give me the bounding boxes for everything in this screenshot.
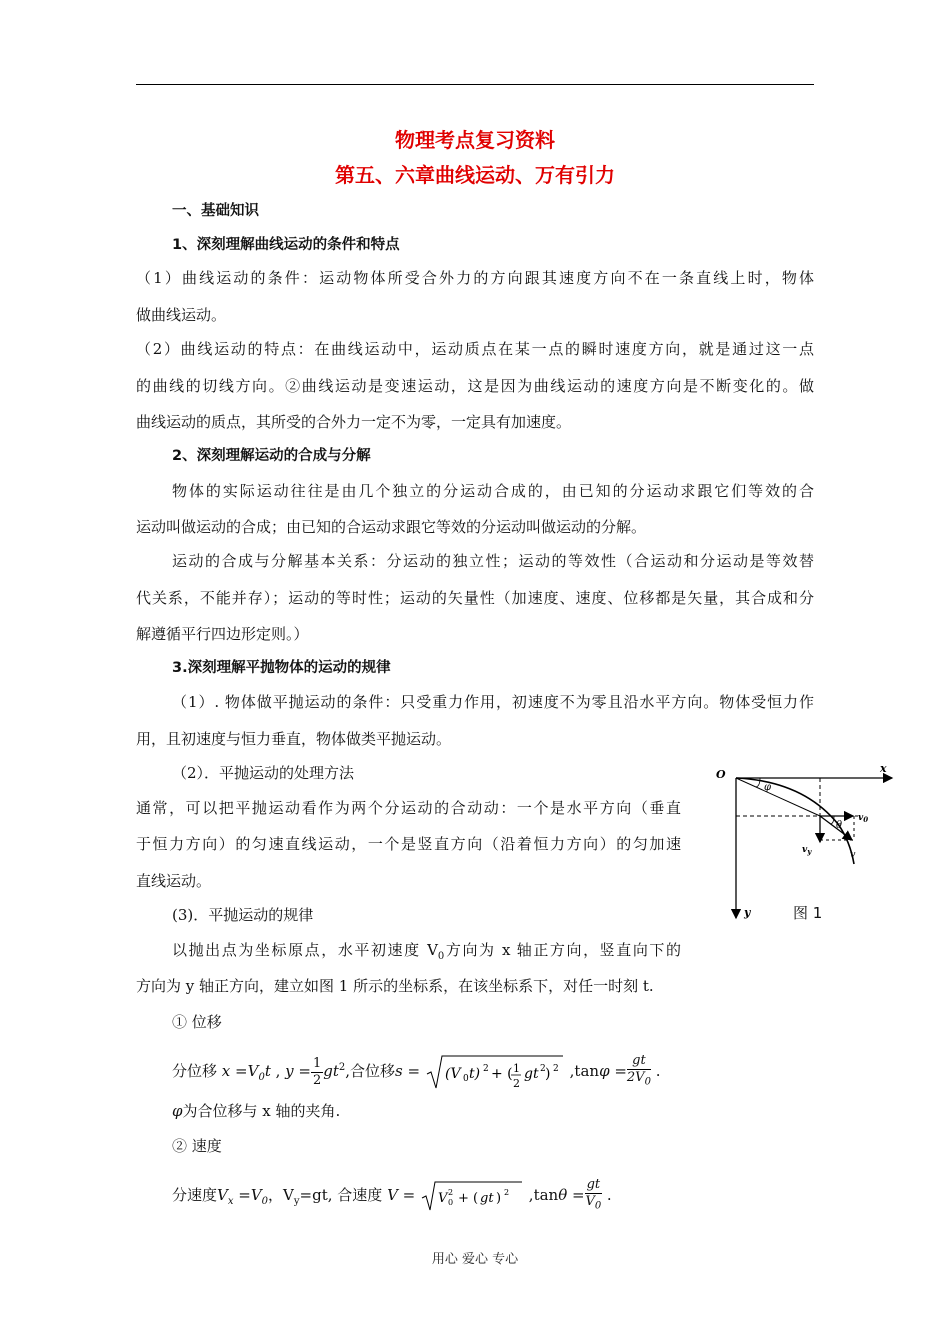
phi-label: φ [764,782,772,793]
svg-text:(V: (V [444,1066,461,1082]
phi-note: φ为合位移与 x 轴的夹角. [172,1102,341,1120]
svg-text:1: 1 [512,1062,520,1075]
para-4-line-1: 运动的合成与分解基本关系：分运动的独立性；运动的等效性（合运动和分运动是等效替 [172,552,814,570]
formula-y: y = [285,1062,311,1080]
svg-text:0: 0 [448,1198,454,1207]
section-heading: 一、基础知识 [172,203,259,219]
svg-text:2: 2 [448,1188,454,1197]
svg-text:): ) [544,1066,551,1082]
velocity-title: ② 速度 [172,1137,222,1155]
heading-2: 2、深刻理解运动的合成与分解 [172,448,371,464]
svg-text:2: 2 [512,1077,520,1090]
y-axis-label: y [744,906,751,919]
heading-1: 1、深刻理解曲线运动的条件和特点 [172,237,400,253]
v-label: v [850,850,856,860]
heading-3: 3.深刻理解平抛物体的运动的规律 [172,660,391,676]
para-6: （2）．平抛运动的处理方法 [172,764,355,782]
frac-gt-v0: $\frac{gt}{V_0}$ [585,1177,602,1212]
para-2-line-2: 的曲线的切线方向。②曲线运动是变速运动，这是因为曲线运动的速度方向是不断变化的。做 [136,377,814,395]
sqrt-velocity [420,1178,524,1214]
formula-v: V = [387,1186,416,1204]
svg-text:2: 2 [504,1188,510,1197]
svg-text:2: 2 [539,1064,546,1074]
origin-label: O [716,768,726,781]
para-1-line-1: （1）曲线运动的条件：运动物体所受合外力的方向跟其速度方向不在一条直线上时，物体 [136,269,814,287]
theta-label: θ [836,820,843,831]
para-9-line-1: 以抛出点为坐标原点，水平初速度 $V_0$方向为 x 轴正方向，竖直向下的 [172,941,681,962]
formula-x: $x =V_0t$ [221,1062,271,1083]
x-axis-label: x [880,762,887,775]
para-7-line-3: 直线运动。 [136,872,212,890]
frac-gt-2v0: $\frac{gt}{2V_0}$ [626,1053,651,1088]
svg-text:+ (: + ( [490,1066,513,1082]
sqrt-expression [425,1052,565,1092]
svg-text:2: 2 [482,1064,489,1074]
para-5-line-1: （1）. 物体做平抛运动的条件：只受重力作用，初速度不为零且沿水平方向。物体受恒力作 [172,693,814,711]
formula-s: s = [395,1062,421,1080]
para-1-line-2: 做曲线运动。 [136,306,227,324]
displacement-formula: 分位移 $x =V_0t$ , y = $\frac{1}{2}$ $gt^2$,合位移s = (V 0 t) 2 + ( 1 2 gt 2 ) 2 ,tanφ = $\frac{gt}{2V_0}$ . [172,1053,661,1090]
page-footer: 用心 爱心 专心 [431,1252,519,1267]
para-4-line-2: 代关系，不能并存）；运动的等时性；运动的矢量性（加速度、速度、位移都是矢量，其合成和分 [136,589,814,607]
frac-half: $\frac{1}{2}$ [312,1055,322,1088]
formula-tan-phi: tan [574,1062,600,1080]
para-5-line-2: 用，且初速度与恒力垂直，物体做类平抛运动。 [136,730,452,748]
para-3-line-2: 运动叫做运动的合成；由已知的合运动求跟它等效的分运动叫做运动的分解。 [136,518,647,536]
para-2-line-3: 曲线运动的质点，其所受的合外力一定不为零，一定具有加速度。 [136,413,572,431]
svg-text:2: 2 [552,1064,559,1074]
para-2-line-1: （2）曲线运动的特点：在曲线运动中，运动质点在某一点的瞬时速度方向，就是通过这一点 [136,340,814,358]
para-3-line-1: 物体的实际运动往往是由几个独立的分运动合成的，由已知的分运动求跟它们等效的合 [172,482,814,500]
doc-title: 物理考点复习资料 [395,128,555,152]
velocity-formula: 分速度$V_x =V_0$，$V_y=gt$, 合速度 V = V 2 0 + ( gt ) 2 ,tanθ = $\frac{gt}{V_0}$ . [172,1172,612,1218]
svg-text:): ) [496,1191,502,1206]
svg-text:+ (: + ( [458,1191,479,1206]
figure-caption: 图 1 [793,904,823,922]
para-9-line-2: 方向为 y 轴正方向，建立如图 1 所示的坐标系，在该坐标系下，对任一时刻 t. [136,977,654,995]
svg-text:V: V [438,1191,448,1206]
displacement-title: ① 位移 [172,1013,222,1031]
para-7-line-2: 于恒力方向）的匀速直线运动，一个是竖直方向（沿着恒力方向）的匀加速 [136,835,681,853]
vy-label: $v_y$ [802,845,812,856]
para-4-line-3: 解遵循平行四边形定则。） [136,625,309,643]
formula-vx: $V_x =V_0$ [217,1186,269,1207]
svg-text:t): t) [468,1066,480,1082]
svg-text:0: 0 [462,1074,469,1084]
para-8: (3)．平抛运动的规律 [172,906,314,924]
svg-text:gt: gt [480,1191,494,1206]
formula-tan-theta: tan [533,1186,559,1204]
v0-label: $v_0$ [858,813,869,824]
svg-text:gt: gt [523,1066,539,1082]
header-rule [136,84,814,85]
doc-subtitle: 第五、六章曲线运动、万有引力 [335,163,615,187]
para-7-line-1: 通常，可以把平抛运动看作为两个分运动的合动动：一个是水平方向（垂直 [136,799,681,817]
